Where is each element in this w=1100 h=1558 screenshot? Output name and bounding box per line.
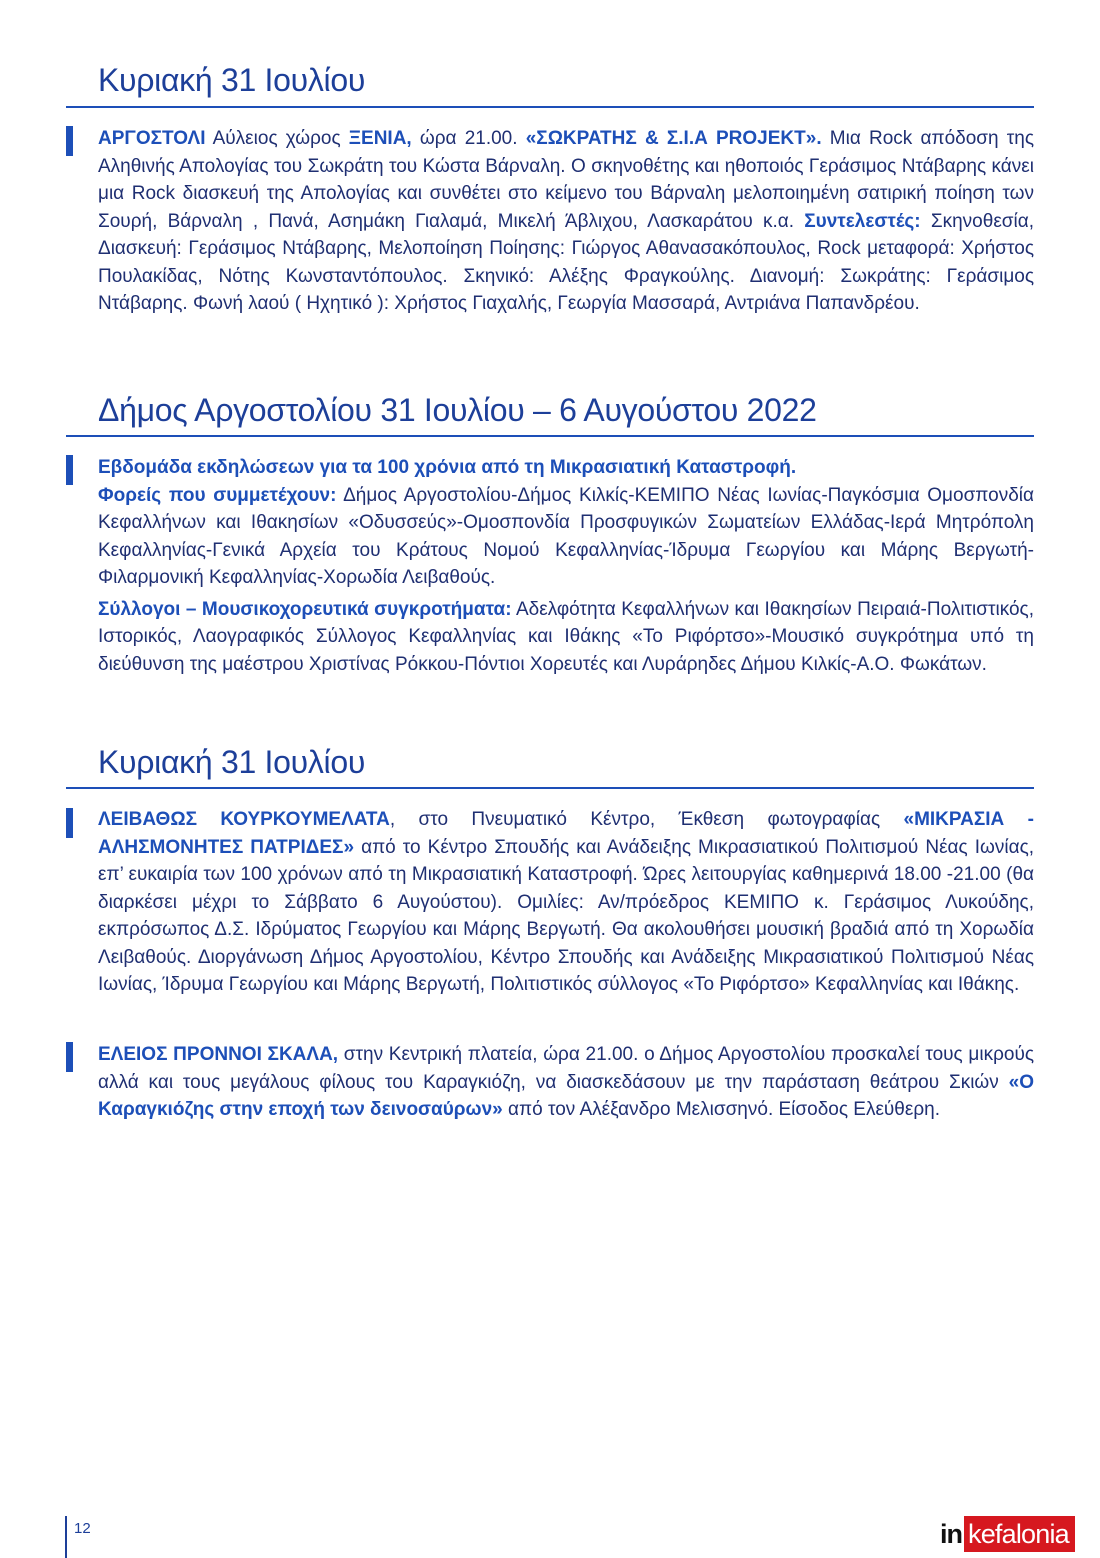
entry-text: από τον Αλέξανδρο Μελισσηνό. Είσοδος Ελεύθερη. [502,1099,940,1120]
associations-text: Αδελφότητα Κεφαλλήνων και Ιθακησίων Πειραιά-Πολιτιστικός, Ιστορικός, Λαογραφικός Σύλλογος Κεφαλληνίας και Ιθάκης «Το Ριφόρτσο»-Μουσικό συγκρότημα υπό τη διεύθυνση της μαέστρου Χριστίνας Ρόκκου-Πόντιοι Χορευτές και Λυράρηδες Δήμου Κιλκίς-Α.Ο. Φωκάτων. [98,598,1034,675]
entry-asia-minor-week [98,454,1034,678]
footer-divider [65,1516,67,1558]
entry-paragraph [98,1041,1034,1124]
entry-credits-label: Συντελεστές: [804,210,921,232]
entry-marker [66,455,73,485]
entry-text: ώρα 21.00. [411,128,526,149]
entry-location: ΑΡΓΟΣΤΟΛΙ [98,128,206,149]
entry-heading: Εβδομάδα εκδηλώσεων για τα 100 χρόνια από τη Μικρασιατική Καταστροφή. [98,457,797,478]
entry-paragraph [98,454,1034,482]
entry-marker [66,1042,73,1072]
section-divider [66,787,1034,789]
participants-label: Φορείς που συμμετέχουν: [98,484,337,506]
section-title-sunday-31-july: Κυριακή 31 Ιουλίου [98,744,366,780]
associations-label: Σύλλογοι – Μουσικοχορευτικά συγκροτήματα: [98,598,512,620]
entry-text: , στο Πνευματικό Κέντρο, Έκθεση φωτογραφίας [389,809,904,830]
entry-paragraph [98,806,1034,999]
entry-paragraph [98,482,1034,592]
section-divider [66,435,1034,437]
entry-livathos-exhibition [98,806,1034,999]
entry-event-title: «ΣΩΚΡΑΤΗΣ & Σ.Ι.Α PROJEKT». [525,128,822,149]
entry-event-title: «Ο Καραγκιόζης στην εποχή των δεινοσαύρων» [98,1071,1034,1120]
entry-marker [66,808,73,838]
section-divider [66,106,1034,108]
entry-text: Αύλειος χώρος [205,128,349,149]
entry-text: στην Κεντρική πλατεία, ώρα 21.00. ο Δήμος Αργοστολίου προσκαλεί τους μικρούς αλλά και τους μεγάλους φίλους του Καραγκιόζη, να διασκεδάσουν με την παράσταση θεάτρου Σκιών [98,1044,1035,1093]
entry-location: ΕΛΕΙΟΣ ΠΡΟΝΝΟΙ ΣΚΑΛΑ, [98,1044,339,1065]
logo-kefalonia: kefalonia [964,1516,1075,1552]
section-title-municipality-week: Δήμος Αργοστολίου 31 Ιουλίου – 6 Αυγούστου 2022 [98,392,817,428]
entry-location: ΛΕΙΒΑΘΩΣ ΚΟΥΡΚΟΥΜΕΛΑΤΑ [98,809,390,830]
entry-venue: ΞΕΝΙΑ, [348,128,412,149]
entry-text: Μια Rock απόδοση της Αληθινής Απολογίας του Σωκράτη του Κώστα Βάρναλη. Ο σκηνοθέτης και ηθοποιός Γεράσιμος Ντάβαρης κάνει μια Rock διασκευή της Απολογίας και συνθέτει στο κείμενο του Βάρναλη μελοποιημένη σατιρική ποίηση των Σουρή, Βάρναλη , Πανά, Ασημάκη Γιαλαμά, Μικελή Άβλιχου, Λασκαράτου κ.α. [98,128,1034,232]
entry-text: από το Κέντρο Σπουδής και Ανάδειξης Μικρασιατικού Πολιτισμού Νέας Ιωνίας, επ’ ευκαιρία των 100 χρόνων από τη Μικρασιατική Καταστροφή. Ώρες λειτουργίας καθημερινά 18.00 -21.00 (θα διαρκέσει μέχρι το Σάββατο 6 Αυγούστου). Ομιλίες: Αν/πρόεδρος ΚΕΜΙΠΟ κ. Γεράσιμος Λυκούδης, εκπρόσωπος Δ.Σ. Ιδρύματος Γεωργίου και Μάρης Βεργωτή. Θα ακολουθήσει μουσική βραδιά από τη Χορωδία Λειβαθούς. Διοργάνωση Δήμος Αργοστολίου, Κέντρο Σπουδής και Ανάδειξης Μικρασιατικού Πολιτισμού Νέας Ιωνίας, Ίδρυμα Γεωργίου και Μάρης Βεργωτή, Πολιτιστικός σύλλογος «Το Ριφόρτσο» Κεφαλληνίας και Ιθάκης. [98,836,1035,995]
entry-event-title: «ΜΙΚΡΑΣΙΑ - ΑΛΗΣΜΟΝΗΤΕΣ ΠΑΤΡΙΔΕΣ» [98,809,1034,858]
entry-elios-pronnoi-karagiozis [98,1041,1034,1124]
page-number: 12 [74,1520,91,1537]
participants-text: Δήμος Αργοστολίου-Δήμος Κιλκίς-ΚΕΜΙΠΟ Νέας Ιωνίας-Παγκόσμια Ομοσπονδία Κεφαλλήνων και Ιθακησίων «Οδυσσεύς»-Ομοσπονδία Προσφυγικών Σωματείων Ελλάδας-Ιερά Μητρόπολη Κεφαλληνίας-Γενικά Αρχεία του Κράτους Νομού Κεφαλληνίας-Ίδρυμα Γεωργίου και Μάρης Βεργωτή-Φιλαρμονική Κεφαλληνίας-Χορωδία Λειβαθούς. [98,484,1034,588]
logo-in: in [940,1516,964,1552]
section-title-sunday-31-july: Κυριακή 31 Ιουλίου [98,62,366,98]
entry-argostoli-socrates [98,125,1034,318]
entry-paragraph [98,596,1034,679]
entry-text: Σκηνοθεσία, Διασκευή: Γεράσιμος Ντάβαρης, Μελοποίηση Ποίησης: Γιώργος Αθανασακόπουλος, Rock μεταφορά: Χρήστος Πουλακίδας, Νότης Κωνσταντόπουλος. Σκηνικό: Αλέξης Φραγκούλης. Διανομή: Σωκράτης: Γεράσιμος Ντάβαρης. Φωνή λαού ( Ηχητικό ): Χρήστος Γιαχαλής, Γεωργία Μασσαρά, Αντριάνα Παπανδρέου. [98,210,1034,314]
entry-marker [66,126,73,156]
entry-paragraph [98,125,1034,318]
inkefalonia-logo [940,1516,1075,1552]
